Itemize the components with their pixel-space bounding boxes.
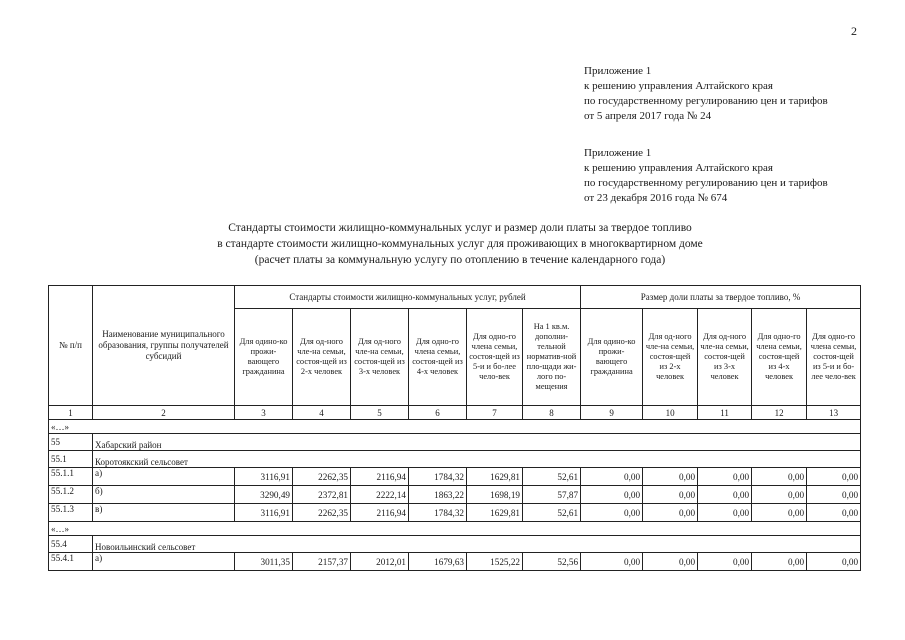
section-row-council (49, 451, 861, 468)
cell-value: 1525,22 (467, 553, 523, 571)
column-number: 13 (807, 406, 861, 420)
appendix-line: Приложение 1 (584, 147, 652, 159)
section-name: Коротоякский сельсовет (93, 451, 861, 468)
cell-value: 0,00 (581, 504, 643, 522)
section-row-council (49, 536, 861, 553)
cell-value: 0,00 (807, 504, 861, 522)
cell-value: 0,00 (698, 504, 752, 522)
appendix-line: к решению управления Алтайского края (584, 80, 773, 92)
section-number: 55.4 (49, 536, 93, 553)
header-col-number: № п/п (49, 286, 93, 406)
appendix-note-current (584, 64, 828, 124)
cell-value: 0,00 (581, 553, 643, 571)
cell-value: 0,00 (643, 504, 698, 522)
cell-value: 0,00 (698, 553, 752, 571)
appendix-line: по государственному регулированию цен и тарифов (584, 95, 828, 107)
title-line: (расчет платы за коммунальную услугу по отоплению в течение календарного года) (254, 254, 666, 266)
header-col-12: Для одно-го члена семьи, состоя-щей из 4-х человек (752, 309, 807, 406)
column-number: 3 (235, 406, 293, 420)
cell-value: 2116,94 (351, 468, 409, 486)
header-group-standards: Стандарты стоимости жилищно-коммунальных услуг, рублей (235, 286, 581, 309)
row-number: 55.1.3 (49, 504, 93, 522)
column-number: 2 (93, 406, 235, 420)
cell-value: 0,00 (643, 468, 698, 486)
appendix-line: по государственному регулированию цен и тарифов (584, 177, 828, 189)
column-number: 12 (752, 406, 807, 420)
header-col-4: Для од-ного чле-на семьи, состоя-щей из 2-х человек (293, 309, 351, 406)
column-number: 7 (467, 406, 523, 420)
cell-value: 0,00 (752, 504, 807, 522)
row-number: 55.1.1 (49, 468, 93, 486)
omission-row (49, 420, 861, 434)
omission-mark: «…» (49, 522, 861, 536)
table-row (49, 553, 861, 571)
cell-value: 3116,91 (235, 468, 293, 486)
header-col-8: На 1 кв.м. дополни-тельной норматив-ной пло-щади жи-лого по-мещения (523, 309, 581, 406)
header-col-9: Для одино-ко прожи-вающего гражданина (581, 309, 643, 406)
standards-table (48, 285, 861, 571)
cell-value: 2222,14 (351, 486, 409, 504)
section-name: Хабарский район (93, 434, 861, 451)
row-group: а) (93, 468, 235, 486)
cell-value: 0,00 (643, 486, 698, 504)
header-col-6: Для одно-го члена семьи, состоя-щей из 4-х человек (409, 309, 467, 406)
header-col-10: Для од-ного чле-на семьи, состоя-щей из 2-х человек (643, 309, 698, 406)
header-col-13: Для одно-го члена семьи, состоя-щей из 5-и и бо-лее чело-век (807, 309, 861, 406)
cell-value: 0,00 (581, 486, 643, 504)
appendix-line: от 5 апреля 2017 года № 24 (584, 110, 712, 122)
column-number: 5 (351, 406, 409, 420)
cell-value: 1629,81 (467, 504, 523, 522)
cell-value: 1863,22 (409, 486, 467, 504)
cell-value: 0,00 (698, 486, 752, 504)
section-number: 55 (49, 434, 93, 451)
document-title (180, 220, 740, 268)
header-col-7: Для одно-го члена семьи, состоя-щей из 5-и и бо-лее чело-век (467, 309, 523, 406)
omission-mark: «…» (49, 420, 861, 434)
header-col-name: Наименование муниципального образования, группы получателей субсидий (93, 286, 235, 406)
section-row-district (49, 434, 861, 451)
appendix-note-previous (584, 146, 828, 206)
cell-value: 2262,35 (293, 468, 351, 486)
row-number: 55.1.2 (49, 486, 93, 504)
table-row (49, 486, 861, 504)
title-line: Стандарты стоимости жилищно-коммунальных услуг и размер доли платы за твердое топливо (228, 222, 692, 234)
column-numbers-row (49, 406, 861, 420)
cell-value: 1679,63 (409, 553, 467, 571)
cell-value: 0,00 (752, 486, 807, 504)
appendix-line: к решению управления Алтайского края (584, 162, 773, 174)
cell-value: 52,61 (523, 504, 581, 522)
cell-value: 0,00 (643, 553, 698, 571)
header-col-5: Для од-ного чле-на семьи, состоя-щей из 3-х человек (351, 309, 409, 406)
cell-value: 2116,94 (351, 504, 409, 522)
omission-row (49, 522, 861, 536)
column-number: 11 (698, 406, 752, 420)
cell-value: 3290,49 (235, 486, 293, 504)
cell-value: 2372,81 (293, 486, 351, 504)
header-col-11: Для од-ного чле-на семьи, состоя-щей из 3-х человек (698, 309, 752, 406)
cell-value: 0,00 (698, 468, 752, 486)
cell-value: 0,00 (752, 553, 807, 571)
cell-value: 0,00 (752, 468, 807, 486)
header-group-fuel-share: Размер доли платы за твердое топливо, % (581, 286, 861, 309)
column-number: 4 (293, 406, 351, 420)
cell-value: 2262,35 (293, 504, 351, 522)
cell-value: 3011,35 (235, 553, 293, 571)
header-col-3: Для одино-ко прожи-вающего гражданина (235, 309, 293, 406)
cell-value: 0,00 (807, 468, 861, 486)
row-group: а) (93, 553, 235, 571)
row-group: б) (93, 486, 235, 504)
appendix-line: Приложение 1 (584, 65, 652, 77)
cell-value: 0,00 (807, 486, 861, 504)
cell-value: 52,56 (523, 553, 581, 571)
table-row (49, 504, 861, 522)
cell-value: 0,00 (581, 468, 643, 486)
cell-value: 1698,19 (467, 486, 523, 504)
column-number: 9 (581, 406, 643, 420)
cell-value: 1629,81 (467, 468, 523, 486)
cell-value: 52,61 (523, 468, 581, 486)
cell-value: 1784,32 (409, 468, 467, 486)
column-number: 1 (49, 406, 93, 420)
appendix-line: от 23 декабря 2016 года № 674 (584, 192, 728, 204)
cell-value: 2157,37 (293, 553, 351, 571)
cell-value: 3116,91 (235, 504, 293, 522)
section-number: 55.1 (49, 451, 93, 468)
cell-value: 57,87 (523, 486, 581, 504)
column-number: 10 (643, 406, 698, 420)
cell-value: 1784,32 (409, 504, 467, 522)
column-number: 6 (409, 406, 467, 420)
section-name: Новоильинский сельсовет (93, 536, 861, 553)
row-number: 55.4.1 (49, 553, 93, 571)
cell-value: 2012,01 (351, 553, 409, 571)
cell-value: 0,00 (807, 553, 861, 571)
page-number: 2 (851, 24, 857, 38)
table-row (49, 468, 861, 486)
column-number: 8 (523, 406, 581, 420)
title-line: в стандарте стоимости жилищно-коммунальных услуг для проживающих в многоквартирном доме (217, 238, 703, 250)
row-group: в) (93, 504, 235, 522)
